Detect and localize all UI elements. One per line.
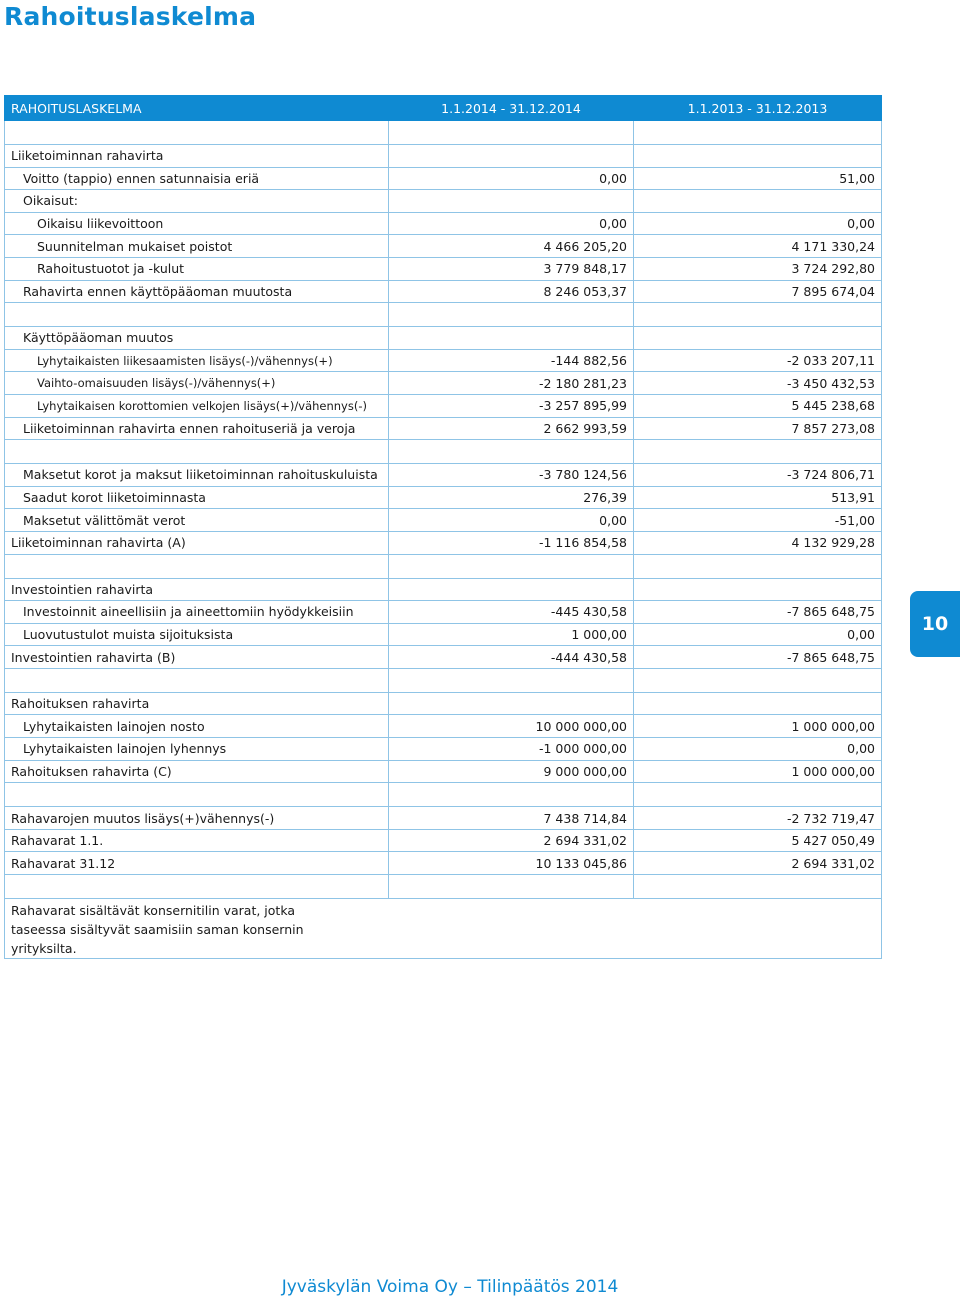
page-number-tab: 10 [910, 591, 960, 657]
value-2013: 513,91 [634, 486, 882, 509]
spacer-row [5, 783, 882, 807]
table-row [5, 623, 882, 646]
table-row [5, 486, 882, 509]
row-label: Rahavarojen muutos lisäys(+)vähennys(-) [5, 807, 389, 830]
spacer-row [5, 440, 882, 464]
value-2014: 0,00 [389, 212, 634, 235]
row-label: Saadut korot liiketoiminnasta [5, 486, 389, 509]
table-row [5, 167, 882, 190]
row-label: Rahavirta ennen käyttöpääoman muutosta [5, 280, 389, 303]
spacer-row [5, 121, 882, 145]
row-label: Lyhytaikaisten lainojen nosto [5, 715, 389, 738]
table-row [5, 235, 882, 258]
row-label: Lyhytaikaisten lainojen lyhennys [5, 738, 389, 761]
subtotal-row [5, 646, 882, 669]
value-2013: -2 033 207,11 [634, 349, 882, 372]
value-2013: -51,00 [634, 509, 882, 532]
table-row [5, 509, 882, 532]
table-row [5, 738, 882, 761]
table-row [5, 212, 882, 235]
value-2013: -2 732 719,47 [634, 807, 882, 830]
value-2014: -1 000 000,00 [389, 738, 634, 761]
value-2013: 2 694 331,02 [634, 852, 882, 875]
spacer-row [5, 875, 882, 899]
value-2013: 0,00 [634, 212, 882, 235]
value-2013: -3 724 806,71 [634, 464, 882, 487]
value-2013: 51,00 [634, 167, 882, 190]
section-heading-row [5, 692, 882, 715]
value-2013: -7 865 648,75 [634, 646, 882, 669]
value-2014: -3 257 895,99 [389, 394, 634, 417]
value-2013: 4 132 929,28 [634, 531, 882, 554]
value-2014: 3 779 848,17 [389, 257, 634, 280]
value-2013: 0,00 [634, 738, 882, 761]
row-label: Investointien rahavirta (B) [5, 646, 389, 669]
row-label: Maksetut välittömät verot [5, 509, 389, 532]
value-2014: 276,39 [389, 486, 634, 509]
value-2013: 7 857 273,08 [634, 417, 882, 440]
table-row [5, 327, 882, 350]
spacer-row [5, 668, 882, 692]
table-row [5, 464, 882, 487]
spacer-row [5, 554, 882, 578]
row-label: Liiketoiminnan rahavirta [5, 145, 389, 168]
value-2014: -144 882,56 [389, 349, 634, 372]
row-label: Rahoituksen rahavirta [5, 692, 389, 715]
table-row [5, 601, 882, 624]
row-label: Lyhytaikaisen korottomien velkojen lisäys(+)/vähennys(-) [5, 394, 389, 417]
value-2014: -445 430,58 [389, 601, 634, 624]
header-period-2013: 1.1.2013 - 31.12.2013 [634, 96, 882, 121]
value-2014: 1 000,00 [389, 623, 634, 646]
row-label: Suunnitelman mukaiset poistot [5, 235, 389, 258]
row-label: Rahavarat 1.1. [5, 829, 389, 852]
row-label: Liiketoiminnan rahavirta ennen rahoituseriä ja veroja [5, 417, 389, 440]
value-2014: 10 000 000,00 [389, 715, 634, 738]
value-2013: 3 724 292,80 [634, 257, 882, 280]
value-2013: 0,00 [634, 623, 882, 646]
row-label: Liiketoiminnan rahavirta (A) [5, 531, 389, 554]
value-2014: -444 430,58 [389, 646, 634, 669]
spacer-row [5, 303, 882, 327]
value-2014: 4 466 205,20 [389, 235, 634, 258]
footer-text: Jyväskylän Voima Oy – Tilinpäätös 2014 [281, 1277, 619, 1297]
table-row [5, 257, 882, 280]
note-row [5, 899, 882, 959]
header-period-2014: 1.1.2014 - 31.12.2014 [389, 96, 634, 121]
value-2013: 5 427 050,49 [634, 829, 882, 852]
value-2013: 5 445 238,68 [634, 394, 882, 417]
table-header-row [5, 96, 882, 121]
value-2014: 2 694 331,02 [389, 829, 634, 852]
value-2014: 9 000 000,00 [389, 760, 634, 783]
table-row [5, 190, 882, 213]
table-row [5, 372, 882, 395]
value-2014: 10 133 045,86 [389, 852, 634, 875]
value-2014: 8 246 053,37 [389, 280, 634, 303]
table-row [5, 852, 882, 875]
value-2014: -3 780 124,56 [389, 464, 634, 487]
value-2014: 0,00 [389, 509, 634, 532]
value-2014: 7 438 714,84 [389, 807, 634, 830]
value-2013: -3 450 432,53 [634, 372, 882, 395]
value-2013: -7 865 648,75 [634, 601, 882, 624]
table-row [5, 829, 882, 852]
row-label: Investointien rahavirta [5, 578, 389, 601]
header-label: RAHOITUSLASKELMA [5, 96, 389, 121]
table-row [5, 349, 882, 372]
value-2013: 4 171 330,24 [634, 235, 882, 258]
row-label: Rahoitustuotot ja -kulut [5, 257, 389, 280]
row-label: Rahoituksen rahavirta (C) [5, 760, 389, 783]
footnote-text: Rahavarat sisältävät konsernitilin varat, jotka taseessa sisältyvät saamisiin saman konsernin yrityksilta. [5, 899, 882, 959]
row-label: Investoinnit aineellisiin ja aineettomiin hyödykkeisiin [5, 601, 389, 624]
table-row [5, 807, 882, 830]
row-label: Maksetut korot ja maksut liiketoiminnan rahoituskuluista [5, 464, 389, 487]
row-label: Käyttöpääoman muutos [5, 327, 389, 350]
value-2014: -2 180 281,23 [389, 372, 634, 395]
table-row [5, 394, 882, 417]
value-2014: -1 116 854,58 [389, 531, 634, 554]
row-label: Lyhytaikaisten liikesaamisten lisäys(-)/vähennys(+) [5, 349, 389, 372]
row-label: Luovutustulot muista sijoituksista [5, 623, 389, 646]
value-2013: 1 000 000,00 [634, 715, 882, 738]
cash-flow-table [4, 95, 882, 959]
table-row [5, 715, 882, 738]
table-row [5, 417, 882, 440]
value-2014: 0,00 [389, 167, 634, 190]
value-2013: 1 000 000,00 [634, 760, 882, 783]
page-title: Rahoituslaskelma [4, 2, 257, 31]
row-label: Oikaisu liikevoittoon [5, 212, 389, 235]
section-heading-row [5, 145, 882, 168]
value-2014: 2 662 993,59 [389, 417, 634, 440]
row-label: Rahavarat 31.12 [5, 852, 389, 875]
table-row [5, 280, 882, 303]
row-label: Oikaisut: [5, 190, 389, 213]
subtotal-row [5, 531, 882, 554]
subtotal-row [5, 760, 882, 783]
section-heading-row [5, 578, 882, 601]
value-2013: 7 895 674,04 [634, 280, 882, 303]
row-label: Voitto (tappio) ennen satunnaisia eriä [5, 167, 389, 190]
row-label: Vaihto-omaisuuden lisäys(-)/vähennys(+) [5, 372, 389, 395]
